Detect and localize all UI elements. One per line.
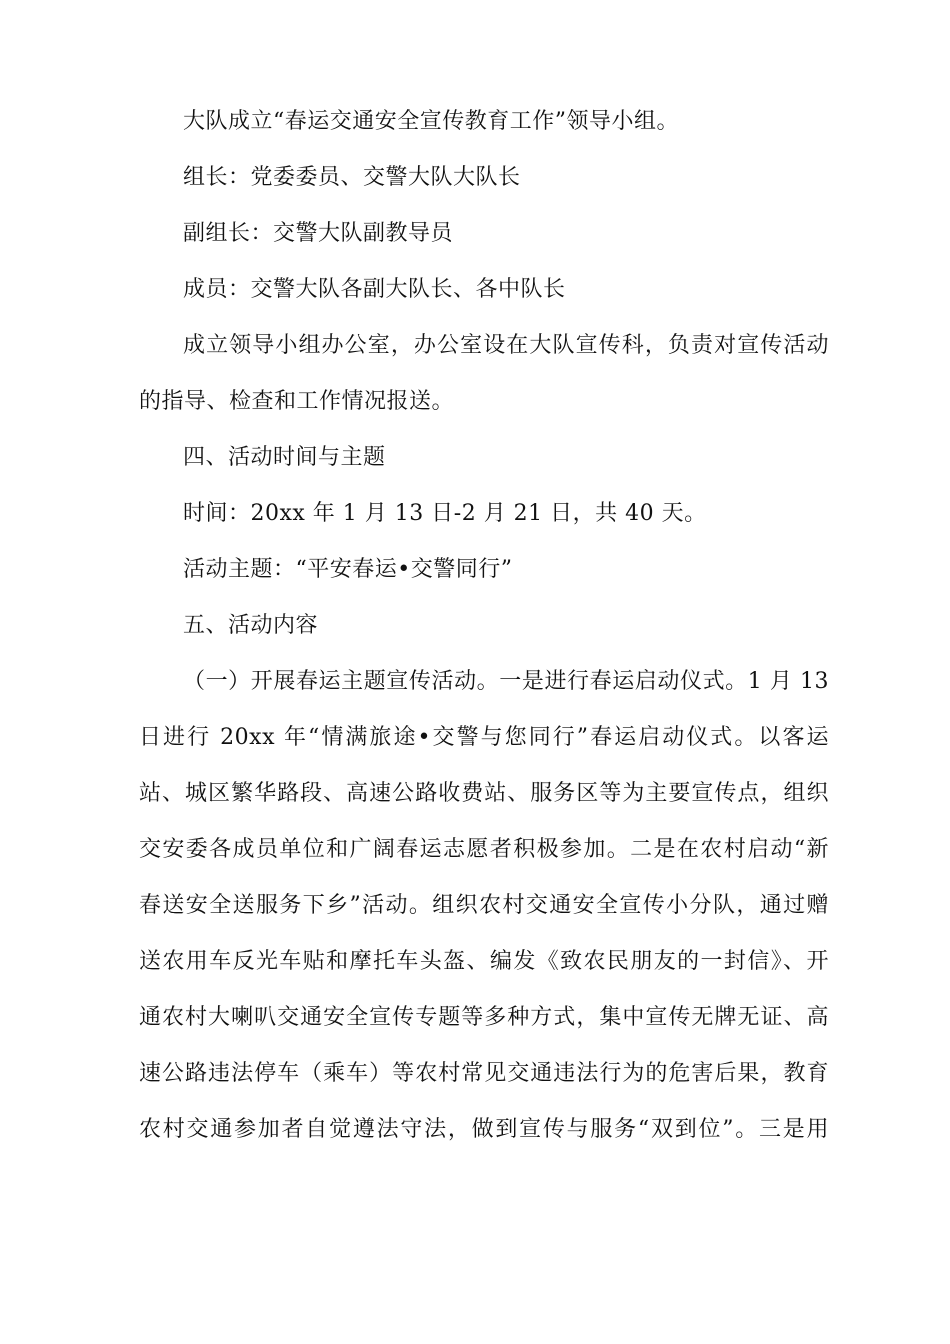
text-line: 通农村大喇叭交通安全宣传专题等多种方式，集中宣传无牌无证、高 bbox=[139, 1005, 829, 1030]
text-line: 日进行 20xx 年“情满旅途•交警与您同行”春运启动仪式。以客运 bbox=[139, 725, 829, 750]
text-line: 的指导、检查和工作情况报送。 bbox=[139, 389, 455, 414]
text-line: 活动主题：“平安春运•交警同行” bbox=[183, 557, 513, 582]
text-line: 春送安全送服务下乡”活动。组织农村交通安全宣传小分队，通过赠 bbox=[139, 893, 829, 918]
text-line: 交安委各成员单位和广阔春运志愿者积极参加。二是在农村启动“新 bbox=[139, 837, 829, 862]
text-line: 成员：交警大队各副大队长、各中队长 bbox=[183, 277, 566, 302]
text-line: 组长：党委委员、交警大队大队长 bbox=[183, 165, 521, 190]
section-heading: 四、活动时间与主题 bbox=[183, 445, 386, 470]
text-line: （一）开展春运主题宣传活动。一是进行春运启动仪式。1 月 13 bbox=[183, 669, 829, 694]
text-line: 副组长：交警大队副教导员 bbox=[183, 221, 454, 246]
text-line: 大队成立“春运交通安全宣传教育工作”领导小组。 bbox=[183, 109, 679, 134]
section-heading: 五、活动内容 bbox=[183, 613, 319, 638]
document-body bbox=[139, 100, 829, 1164]
text-line: 农村交通参加者自觉遵法守法，做到宣传与服务“双到位”。三是用 bbox=[139, 1117, 829, 1142]
text-line: 速公路违法停车（乘车）等农村常见交通违法行为的危害后果，教育 bbox=[139, 1061, 829, 1086]
text-line: 送农用车反光车贴和摩托车头盔、编发《致农民朋友的一封信》、开 bbox=[139, 949, 829, 974]
text-line: 时间：20xx 年 1 月 13 日-2 月 21 日，共 40 天。 bbox=[183, 501, 707, 526]
text-line: 成立领导小组办公室，办公室设在大队宣传科，负责对宣传活动 bbox=[183, 333, 829, 358]
text-line: 站、城区繁华路段、高速公路收费站、服务区等为主要宣传点，组织 bbox=[139, 781, 829, 806]
